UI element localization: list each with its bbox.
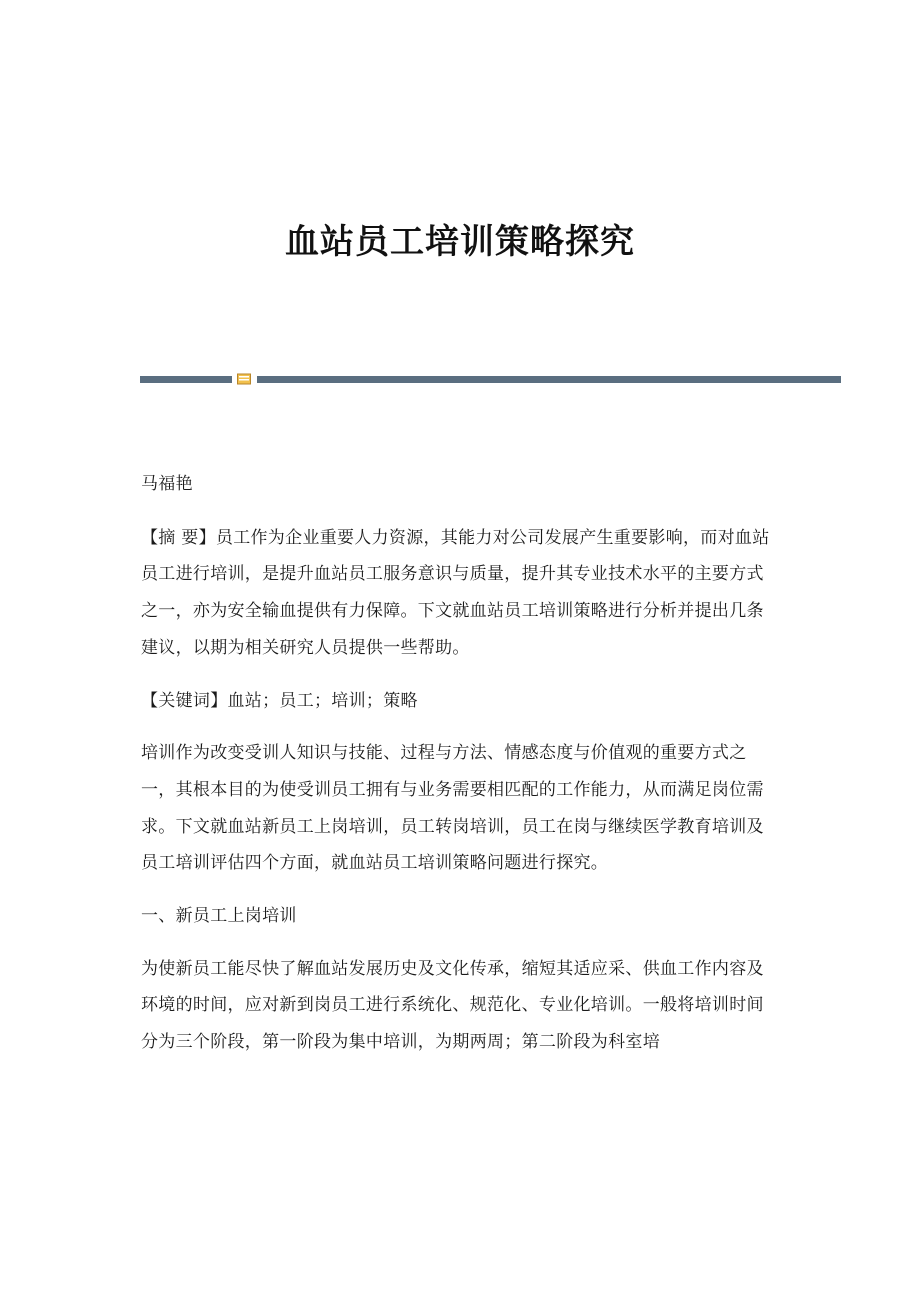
keywords-label: 【关键词】 [141, 690, 228, 711]
abstract-label: 【摘 要】 [141, 527, 216, 548]
keywords-text: 血站；员工；培训；策略 [227, 690, 418, 711]
section-paragraph: 为使新员工能尽快了解血站发展历史及文化传承，缩短其适应采、供血工作内容及环境的时间，应对新到岗员工进行系统化、规范化、专业化培训。一般将培训时间分为三个阶段，第一阶段为集中培训，为期两周；第二阶段为科室培 [141, 958, 764, 1053]
abstract-paragraph [141, 520, 781, 667]
divider-bar-left [140, 376, 232, 383]
document-body [141, 466, 781, 1077]
keywords-paragraph [141, 683, 781, 720]
author-name: 马福艳 [141, 474, 193, 494]
envelope-ornament-icon [237, 373, 251, 385]
title-divider [140, 373, 841, 385]
section-heading: 一、新员工上岗培训 [141, 906, 297, 927]
divider-bar-right [257, 376, 841, 383]
document-title: 血站员工培训策略探究 [285, 222, 635, 262]
abstract-text: 员工作为企业重要人力资源，其能力对公司发展产生重要影响，而对血站员工进行培训，是提升血站员工服务意识与质量，提升其专业技术水平的主要方式之一，亦为安全输血提供有力保障。下文就血站员工培训策略进行分析并提出几条建议，以期为相关研究人员提供一些帮助。 [141, 527, 770, 658]
intro-paragraph: 培训作为改变受训人知识与技能、过程与方法、情感态度与价值观的重要方式之一，其根本目的为使受训员工拥有与业务需要相匹配的工作能力，从而满足岗位需求。下文就血站新员工上岗培训，员工转岗培训，员工在岗与继续医学教育培训及员工培训评估四个方面，就血站员工培训策略问题进行探究。 [141, 743, 764, 874]
